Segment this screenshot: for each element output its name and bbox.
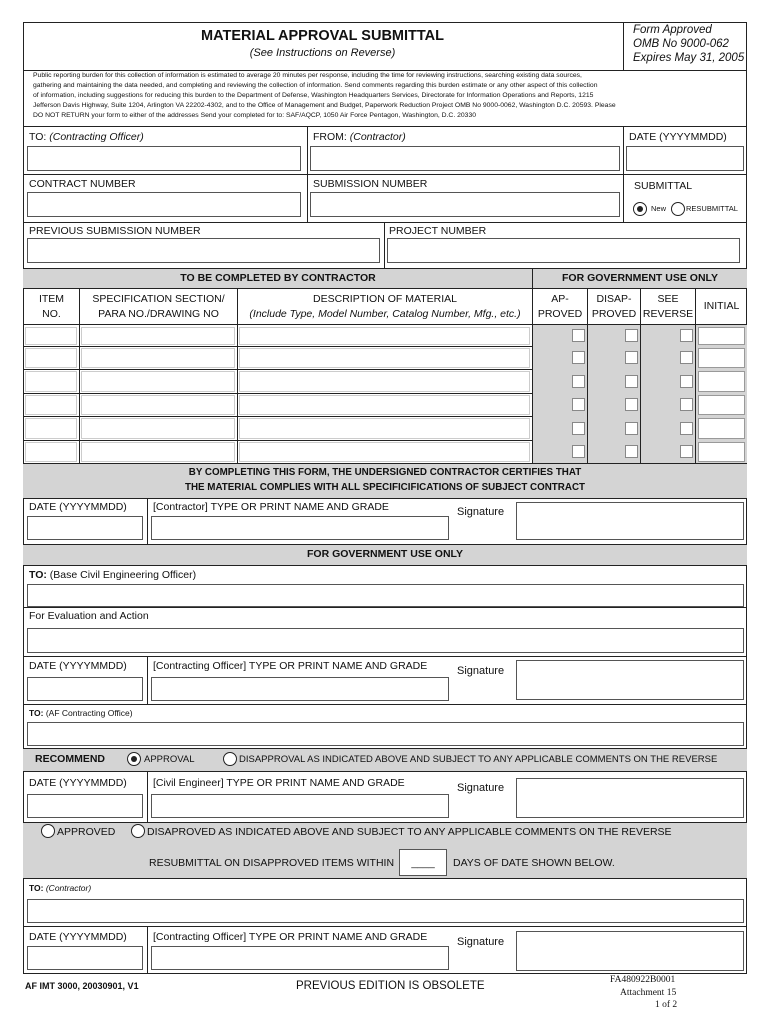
- sig4-date-label: DATE (YYYYMMDD): [29, 931, 127, 943]
- sig1-name-field[interactable]: [151, 516, 449, 540]
- project-number-label: PROJECT NUMBER: [389, 225, 487, 237]
- col-initial-header: INITIAL: [703, 300, 740, 312]
- col-ap-line: PROVED: [537, 308, 583, 320]
- days-field[interactable]: ____: [399, 849, 447, 876]
- table-cell-description[interactable]: [239, 418, 530, 439]
- col-ap-line: AP-: [551, 293, 569, 305]
- col-see-line: SEE: [657, 293, 679, 305]
- burden-line: DO NOT RETURN your form to either of the addresses Send your completed for to: SAF/AQCP, 1050 Air Force Pentagon, Washington, D.C. 20330: [33, 112, 477, 120]
- date-field[interactable]: [626, 146, 744, 171]
- recommend-disapproval-label: DISAPPROVAL AS INDICATED ABOVE AND SUBJECT TO ANY APPLICABLE COMMENTS ON THE REVERSE: [239, 754, 718, 765]
- sig1-date-field[interactable]: [27, 516, 143, 540]
- see-reverse-checkbox[interactable]: [680, 329, 693, 342]
- table-cell-item[interactable]: [25, 442, 77, 462]
- recommend-approval-radio[interactable]: [127, 752, 141, 766]
- table-cell-description[interactable]: [239, 371, 530, 392]
- sig3-signature-label: Signature: [457, 782, 505, 794]
- to-sub: (Contractor): [43, 883, 92, 893]
- disapproved-radio[interactable]: [131, 824, 145, 838]
- form-id: AF IMT 3000, 20030901, V1: [25, 981, 139, 991]
- new-label: New: [651, 204, 667, 213]
- sig3-date-field[interactable]: [27, 794, 143, 818]
- to-label-sub: (Contracting Officer): [49, 131, 144, 143]
- table-cell-spec[interactable]: [81, 327, 235, 345]
- sig1-signature-label: Signature: [457, 506, 505, 518]
- previous-submission-label: PREVIOUS SUBMISSION NUMBER: [29, 225, 201, 237]
- approved-checkbox[interactable]: [572, 351, 585, 364]
- footer-code: FA480922B0001: [610, 975, 676, 985]
- gov-use-section-header: FOR GOVERNMENT USE ONLY: [307, 548, 463, 560]
- table-cell-description[interactable]: [239, 395, 530, 415]
- from-label: [313, 131, 406, 143]
- form-subtitle: (See Instructions on Reverse): [249, 47, 396, 59]
- sig2-date-field[interactable]: [27, 677, 143, 701]
- sig1-signature-field[interactable]: [516, 502, 744, 540]
- certification-text: [23, 465, 747, 495]
- burden-line: of information, including suggestions for reducing this burden to the Department of Defense, Washington Headquarters Services, Directorate for Information Operations and Reports, 1215: [33, 92, 594, 100]
- sig1-name-label: [Contractor] TYPE OR PRINT NAME AND GRADE: [153, 501, 389, 513]
- to-label-text: TO:: [29, 131, 47, 143]
- burden-line: gathering and maintaining the data needed, and completing and reviewing the collection of information. Send comments regarding this burden estimate or any other aspect of this collection: [33, 82, 598, 90]
- approved-radio[interactable]: [41, 824, 55, 838]
- to-bold: TO:: [29, 883, 44, 893]
- recommend-disapproval-radio[interactable]: [223, 752, 237, 766]
- initial-field[interactable]: [698, 327, 745, 345]
- to-base-ce-label: [29, 569, 196, 581]
- form-title: MATERIAL APPROVAL SUBMITTAL: [200, 28, 444, 44]
- col-approved-header: [533, 292, 587, 322]
- table-cell-item[interactable]: [25, 418, 77, 439]
- sig4-name-field[interactable]: [151, 946, 449, 970]
- days-label: DAYS OF DATE SHOWN BELOW.: [453, 857, 615, 869]
- recommend-label: RECOMMEND: [35, 753, 105, 765]
- to-contractor-label: [29, 883, 91, 893]
- recommend-approval-label: APPROVAL: [144, 754, 195, 765]
- col-see-line: REVERSE: [642, 308, 694, 320]
- resubmittal-label: RESUBMITTAL: [686, 204, 738, 213]
- sig3-name-label: [Civil Engineer] TYPE OR PRINT NAME AND GRADE: [153, 777, 405, 789]
- table-column-divider: [587, 288, 588, 463]
- table-column-divider: [695, 288, 696, 463]
- approved-checkbox[interactable]: [572, 422, 585, 435]
- expiration-date: Expires May 31, 2005: [633, 52, 745, 64]
- table-cell-item[interactable]: [25, 348, 77, 368]
- resubmittal-within-label: RESUBMITTAL ON DISAPPROVED ITEMS WITHIN: [149, 857, 395, 869]
- col-desc-line: DESCRIPTION OF MATERIAL: [313, 293, 457, 305]
- table-cell-item[interactable]: [25, 371, 77, 392]
- approved-checkbox[interactable]: [572, 445, 585, 458]
- col-spec-line: SPECIFICATION SECTION/: [92, 293, 225, 305]
- footer-page: 1 of 2: [655, 1000, 678, 1010]
- sig4-name-label: [Contracting Officer] TYPE OR PRINT NAME AND GRADE: [153, 931, 428, 943]
- sig4-signature-label: Signature: [457, 936, 505, 948]
- sig2-signature-field[interactable]: [516, 660, 744, 700]
- to-sub: (AF Contracting Office): [43, 708, 133, 718]
- col-disap-line: DISAP-: [596, 293, 632, 305]
- to-contractor-field[interactable]: [27, 899, 744, 923]
- initial-field[interactable]: [698, 371, 745, 392]
- certification-line: THE MATERIAL COMPLIES WITH ALL SPECIFICIFICATIONS OF SUBJECT CONTRACT: [184, 482, 586, 493]
- sig4-signature-field[interactable]: [516, 931, 744, 971]
- col-spec-line: PARA NO./DRAWING NO: [98, 308, 219, 320]
- gov-use-header: FOR GOVERNMENT USE ONLY: [562, 272, 718, 284]
- date-label: DATE (YYYYMMDD): [629, 131, 727, 143]
- to-sub: (Base Civil Engineering Officer): [46, 569, 197, 581]
- col-see-reverse-header: [641, 292, 695, 322]
- to-af-office-label: [29, 708, 133, 718]
- disapproved-label: DISAPROVED AS INDICATED ABOVE AND SUBJECT TO ANY APPLICABLE COMMENTS ON THE REVERSE: [147, 826, 672, 838]
- submission-number-field[interactable]: [310, 192, 620, 217]
- disapproved-checkbox[interactable]: [625, 329, 638, 342]
- sig1-date-label: DATE (YYYYMMDD): [29, 501, 127, 513]
- approved-checkbox[interactable]: [572, 329, 585, 342]
- table-column-divider: [237, 288, 238, 463]
- col-desc-line: (Include Type, Model Number, Catalog Number, Mfg., etc.): [249, 308, 521, 320]
- sig3-signature-field[interactable]: [516, 778, 744, 818]
- burden-line: Jefferson Davis Highway, Suite 1204, Arlington VA 22202-4302, and to the Office of Management and Budget, Paperwork Reduction Project OMB No 9000-0062, Washington D.C. 20593. Please: [33, 102, 616, 110]
- to-contracting-officer-field[interactable]: [27, 146, 301, 171]
- table-cell-item[interactable]: [25, 327, 77, 345]
- disapproved-checkbox[interactable]: [625, 375, 638, 388]
- contract-number-field[interactable]: [27, 192, 301, 217]
- evaluation-label: For Evaluation and Action: [29, 610, 149, 622]
- col-disap-line: PROVED: [591, 308, 637, 320]
- sig2-signature-label: Signature: [457, 665, 505, 677]
- table-cell-description[interactable]: [239, 348, 530, 368]
- burden-line: Public reporting burden for this collection of information is estimated to average 20 minutes per response, including the time for reviewing instructions, searching existing data sources,: [33, 72, 582, 79]
- from-contractor-field[interactable]: [310, 146, 620, 171]
- certification-line: BY COMPLETING THIS FORM, THE UNDERSIGNED CONTRACTOR CERTIFIES THAT: [188, 467, 582, 478]
- see-reverse-checkbox[interactable]: [680, 422, 693, 435]
- previous-edition-note: PREVIOUS EDITION IS OBSOLETE: [296, 980, 485, 992]
- see-reverse-checkbox[interactable]: [680, 351, 693, 364]
- evaluation-field[interactable]: [27, 628, 744, 653]
- burden-statement: [33, 71, 741, 121]
- disapproved-checkbox[interactable]: [625, 398, 638, 411]
- approved-checkbox[interactable]: [572, 375, 585, 388]
- initial-field[interactable]: [698, 348, 745, 368]
- table-column-divider: [532, 288, 533, 463]
- table-cell-spec[interactable]: [81, 442, 235, 462]
- table-column-divider: [79, 288, 80, 463]
- previous-submission-field[interactable]: [27, 238, 380, 263]
- sig4-date-field[interactable]: [27, 946, 143, 970]
- initial-field[interactable]: [698, 395, 745, 415]
- contractor-section-header: TO BE COMPLETED BY CONTRACTOR: [180, 272, 376, 284]
- col-desc-header: [238, 292, 532, 322]
- to-bold: TO:: [29, 569, 47, 581]
- from-label-text: FROM:: [313, 131, 347, 143]
- disapproved-checkbox[interactable]: [625, 351, 638, 364]
- see-reverse-checkbox[interactable]: [680, 398, 693, 411]
- resubmittal-radio[interactable]: [671, 202, 685, 216]
- sig2-name-label: [Contracting Officer] TYPE OR PRINT NAME AND GRADE: [153, 660, 428, 672]
- table-column-divider: [640, 288, 641, 463]
- form-approved: Form Approved: [633, 24, 712, 36]
- col-item-line: ITEM: [38, 293, 65, 305]
- table-cell-spec[interactable]: [81, 371, 235, 392]
- sig2-date-label: DATE (YYYYMMDD): [29, 660, 127, 672]
- see-reverse-checkbox[interactable]: [680, 375, 693, 388]
- table-cell-description[interactable]: [239, 327, 530, 345]
- to-base-ce-field[interactable]: [27, 584, 744, 607]
- col-disapproved-header: [588, 292, 640, 322]
- to-label: [29, 131, 144, 143]
- table-cell-item[interactable]: [25, 395, 77, 415]
- see-reverse-checkbox[interactable]: [680, 445, 693, 458]
- sig2-name-field[interactable]: [151, 677, 449, 701]
- disapproved-checkbox[interactable]: [625, 445, 638, 458]
- contract-number-label: CONTRACT NUMBER: [29, 178, 136, 190]
- col-spec-header: [80, 292, 237, 322]
- table-cell-spec[interactable]: [81, 395, 235, 415]
- table-cell-spec[interactable]: [81, 418, 235, 439]
- omb-number: OMB No 9000-062: [633, 38, 729, 50]
- footer-attachment: Attachment 15: [620, 988, 677, 998]
- table-cell-spec[interactable]: [81, 348, 235, 368]
- sig3-name-field[interactable]: [151, 794, 449, 818]
- new-radio[interactable]: [633, 202, 647, 216]
- to-af-office-field[interactable]: [27, 722, 744, 746]
- project-number-field[interactable]: [387, 238, 740, 263]
- from-label-sub: (Contractor): [349, 131, 406, 143]
- disapproved-checkbox[interactable]: [625, 422, 638, 435]
- sig3-date-label: DATE (YYYYMMDD): [29, 777, 127, 789]
- approved-label: APPROVED: [57, 826, 116, 838]
- initial-field[interactable]: [698, 418, 745, 439]
- to-bold: TO:: [29, 708, 44, 718]
- approved-checkbox[interactable]: [572, 398, 585, 411]
- col-item-header: [24, 292, 79, 322]
- col-item-line: NO.: [42, 308, 61, 320]
- initial-field[interactable]: [698, 442, 745, 462]
- submittal-label: SUBMITTAL: [634, 180, 693, 192]
- submission-number-label: SUBMISSION NUMBER: [313, 178, 428, 190]
- table-cell-description[interactable]: [239, 442, 530, 462]
